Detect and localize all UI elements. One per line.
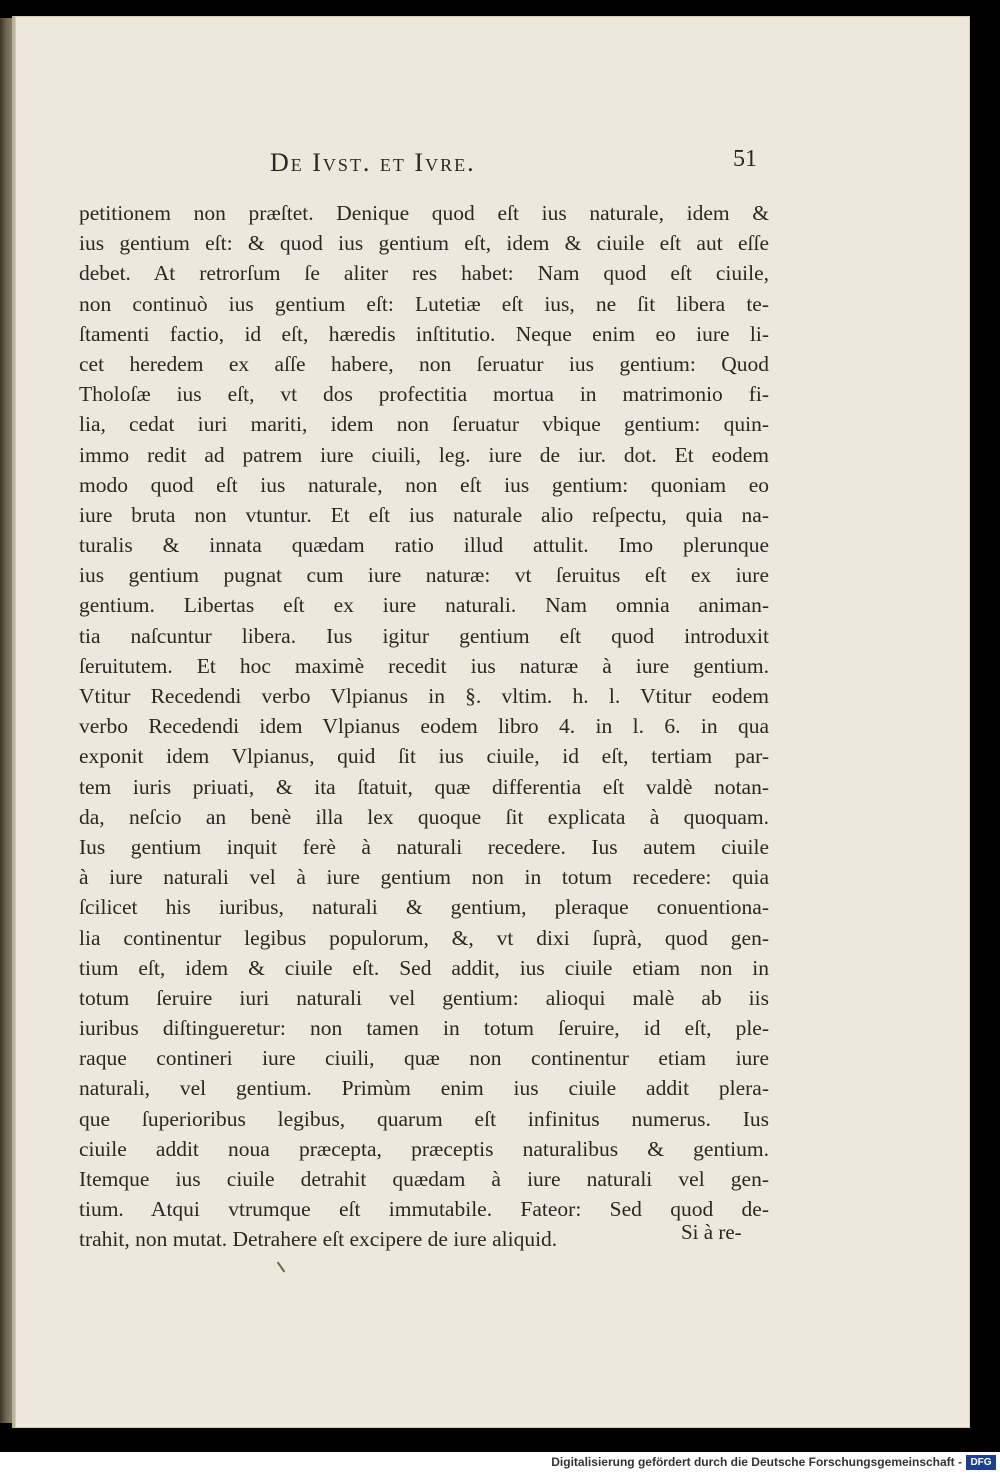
funding-credit: Digitalisierung gefördert durch die Deutsche Forschungsgemeinschaft - (551, 1455, 962, 1469)
dfg-logo: DFG (966, 1455, 996, 1470)
text-line: cet heredem ex aſſe habere, non ſeruatur ius gentium: Quod (79, 351, 769, 376)
text-line: ſeruitutem. Et hoc maximè recedit ius naturæ à iure gentium. (79, 653, 769, 678)
running-head (15, 148, 970, 188)
text-line: ius gentium eſt: & quod ius gentium eſt, idem & ciuile eſt aut eſſe (79, 231, 769, 256)
text-line: ciuile addit noua præcepta, præceptis naturalibus & gentium. (79, 1136, 769, 1161)
text-line: verbo Recedendi idem Vlpianus eodem libro 4. in l. 6. in qua (79, 714, 769, 739)
text-line: ſcilicet his iuribus, naturali & gentium, pleraque conuentiona- (79, 895, 769, 920)
text-line: tium eſt, idem & ciuile eſt. Sed addit, ius ciuile etiam non in (79, 955, 769, 980)
text-line: Itemque ius ciuile detrahit quædam à iure naturali vel gen- (79, 1167, 769, 1191)
text-line: raque contineri iure ciuili, quæ non continentur etiam iure (79, 1046, 769, 1071)
text-line: petitionem non præſtet. Denique quod eſt ius naturale, idem & (79, 201, 769, 225)
text-line: iure bruta non vtuntur. Et eſt ius naturale alio reſpectu, quia na- (79, 502, 769, 527)
text-line: tium. Atqui vtrumque eſt immutabile. Fateor: Sed quod de- (79, 1197, 769, 1222)
page-number: 51 (733, 146, 757, 172)
text-line: totum ſeruire iuri naturali vel gentium: alioqui malè ab iis (79, 985, 769, 1010)
text-line: iuribus diſtingueretur: non tamen in totum ſeruire, id eſt, ple- (79, 1016, 769, 1041)
text-line: gentium. Libertas eſt ex iure naturali. Nam omnia animan- (79, 593, 769, 618)
text-line: trahit, non mutat. Detrahere eſt excipere de iure aliquid. (79, 1227, 558, 1252)
book-page (12, 16, 970, 1428)
text-line: ſtamenti factio, id eſt, hæredis inſtitutio. Neque enim eo iure li- (79, 321, 769, 346)
text-line: tia naſcuntur libera. Ius igitur gentium eſt quod introduxit (79, 623, 769, 648)
text-line: debet. At retrorſum ſe aliter res habet: Nam quod eſt ciuile, (79, 261, 769, 286)
text-line: lia continentur legibus populorum, &, vt dixi ſuprà, quod gen- (79, 925, 769, 950)
text-line: Ius gentium inquit ferè à naturali recedere. Ius autem ciuile (79, 834, 769, 859)
text-line: que ſuperioribus legibus, quarum eſt infinitus numerus. Ius (79, 1106, 769, 1131)
catchword: Si à re- (681, 1220, 742, 1244)
text-line: modo quod eſt ius naturale, non eſt ius gentium: quoniam eo (79, 472, 769, 497)
text-line: tem iuris priuati, & ita ſtatuit, quæ differentia eſt valdè notan- (79, 774, 769, 799)
text-line: ius gentium pugnat cum iure naturæ: vt ſeruitus eſt ex iure (79, 563, 769, 588)
footer-bar (0, 1452, 1000, 1474)
text-line: exponit idem Vlpianus, quid ſit ius ciuile, id eſt, tertiam par- (79, 744, 769, 769)
running-title: De Ivst. et Ivre. (270, 148, 476, 177)
body-text (79, 198, 769, 1255)
text-line: à iure naturali vel à iure gentium non in totum recedere: quia (79, 865, 769, 890)
text-line: da, neſcio an benè illa lex quoque ſit explicata à quoquam. (79, 804, 769, 829)
ink-mark (277, 1262, 286, 1273)
text-line: naturali, vel gentium. Primùm enim ius ciuile addit plera- (79, 1076, 769, 1101)
text-line: immo redit ad patrem iure ciuili, leg. iure de iur. dot. Et eodem (79, 442, 769, 467)
text-line: non continuò ius gentium eſt: Lutetiæ eſt ius, ne ſit libera te- (79, 291, 769, 316)
text-line: Tholoſæ ius eſt, vt dos profectitia mortua in matrimonio fi- (79, 382, 769, 407)
text-line: lia, cedat iuri mariti, idem non ſeruatur vbique gentium: quin- (79, 412, 769, 437)
text-line: turalis & innata quædam ratio illud attulit. Imo plerunque (79, 533, 769, 558)
text-line: Vtitur Recedendi verbo Vlpianus in §. vltim. h. l. Vtitur eodem (79, 684, 769, 708)
